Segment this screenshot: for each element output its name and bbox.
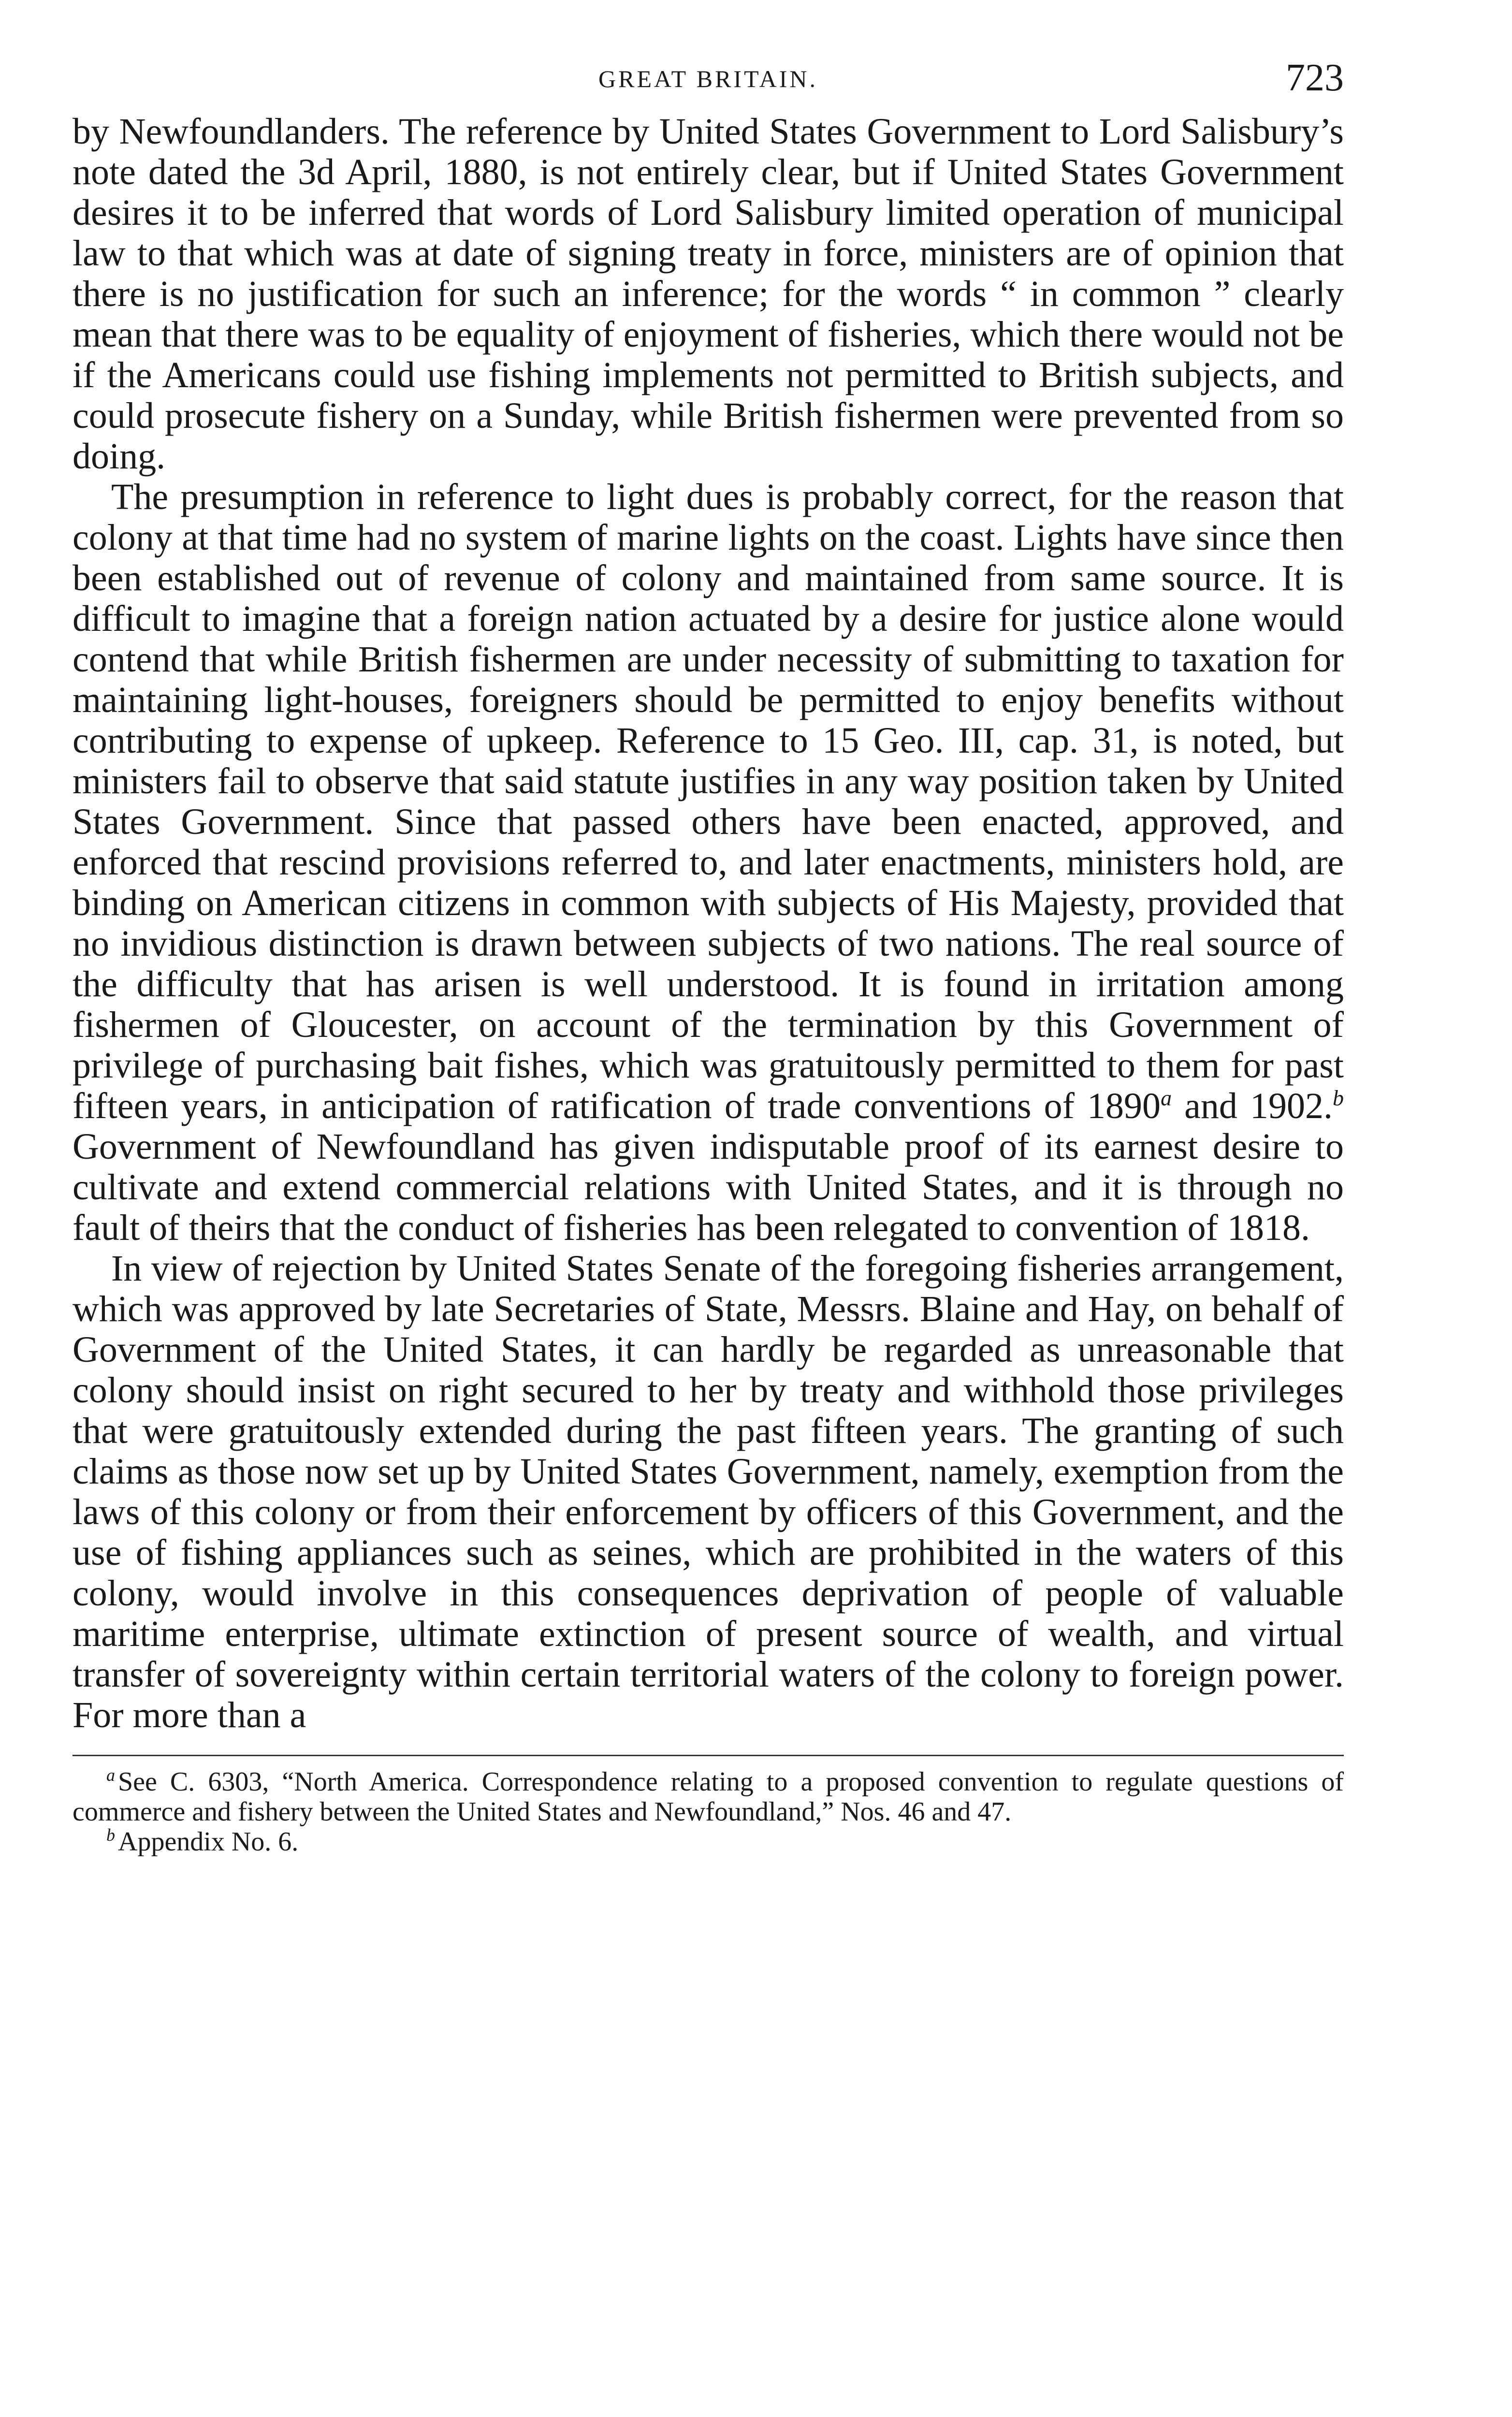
footnote-b-text: Appendix No. 6. — [118, 1827, 299, 1857]
footnote-marker-a: a — [106, 1765, 115, 1785]
footnote-ref-a: a — [1161, 1085, 1172, 1110]
page — [73, 53, 1344, 1857]
paragraph-2-part-3: Government of Newfoundland has given indisputable proof of its earnest desire to cultivate and extend commercial relations with United States, and it is through no fault of theirs that the conduct of fisheries has been relegated to convention of 1818. — [73, 1126, 1344, 1248]
running-title: GREAT BRITAIN. — [598, 65, 818, 92]
paragraph-3: In view of rejection by United States Senate of the foregoing fisheries arrangement, which was approved by late Secretaries of State, Messrs. Blaine and Hay, on behalf of Government of the United States, it can hardly be regarded as unreasonable that colony should insist on right secured to her by treaty and withhold those privileges that were gratuitously extended during the past fifteen years. The granting of such claims as those now set up by United States Government, namely, exemption from the laws of this colony or from their enforcement by officers of this Government, and the use of fishing appliances such as seines, which are prohibited in the waters of this colony, would involve in this consequences deprivation of people of valuable maritime enterprise, ultimate extinction of present source of wealth, and virtual transfer of sovereignty within certain territorial waters of the colony to foreign power. For more than a — [73, 1248, 1344, 1735]
footnotes — [73, 1767, 1344, 1857]
footnote-ref-b: b — [1333, 1085, 1344, 1110]
paragraph-2-part-2: and 1902. — [1172, 1086, 1333, 1126]
running-head — [73, 53, 1344, 111]
footnote-b — [73, 1827, 1344, 1857]
paragraph-1: by Newfoundlanders. The reference by United States Government to Lord Salisbury’s note dated the 3d April, 1880, is not entirely clear, but if United States Government desires it to be inferred that words of Lord Salisbury limited operation of municipal law to that which was at date of signing treaty in force, ministers are of opinion that there is no justification for such an inference; for the words “ in common ” clearly mean that there was to be equality of enjoyment of fisheries, which there would not be if the Americans could use fishing implements not permitted to British subjects, and could prosecute fishery on a Sunday, while British fishermen were prevented from so doing. — [73, 111, 1344, 477]
paragraph-2 — [73, 477, 1344, 1248]
footnote-divider — [73, 1755, 1344, 1756]
footnote-a-text: See C. 6303, “North America. Correspondence relating to a proposed convention to regulate questions of commerce and fishery between the United States and Newfoundland,” Nos. 46 and 47. — [73, 1767, 1344, 1827]
paragraph-2-part-1: The presumption in reference to light dues is probably correct, for the reason that colony at that time had no system of marine lights on the coast. Lights have since then been established out of revenue of colony and maintained from same source. It is difficult to imagine that a foreign nation actuated by a desire for justice alone would contend that while British fishermen are under necessity of submitting to taxation for maintaining light-houses, foreigners should be permitted to enjoy benefits without contributing to expense of upkeep. Reference to 15 Geo. III, cap. 31, is noted, but ministers fail to observe that said statute justifies in any way position taken by United States Government. Since that passed others have been enacted, approved, and enforced that rescind provisions referred to, and later enactments, ministers hold, are binding on American citizens in common with subjects of His Majesty, provided that no invidious distinction is drawn between subjects of two nations. The real source of the difficulty that has arisen is well understood. It is found in irritation among fishermen of Gloucester, on account of the termination by this Government of privilege of purchasing bait fishes, which was gratuitously permitted to them for past fifteen years, in anticipation of ratification of trade conventions of 1890 — [73, 477, 1344, 1126]
footnote-marker-b: b — [106, 1825, 115, 1845]
body-text — [73, 111, 1344, 1735]
page-number: 723 — [1286, 57, 1344, 99]
footnote-a — [73, 1767, 1344, 1827]
